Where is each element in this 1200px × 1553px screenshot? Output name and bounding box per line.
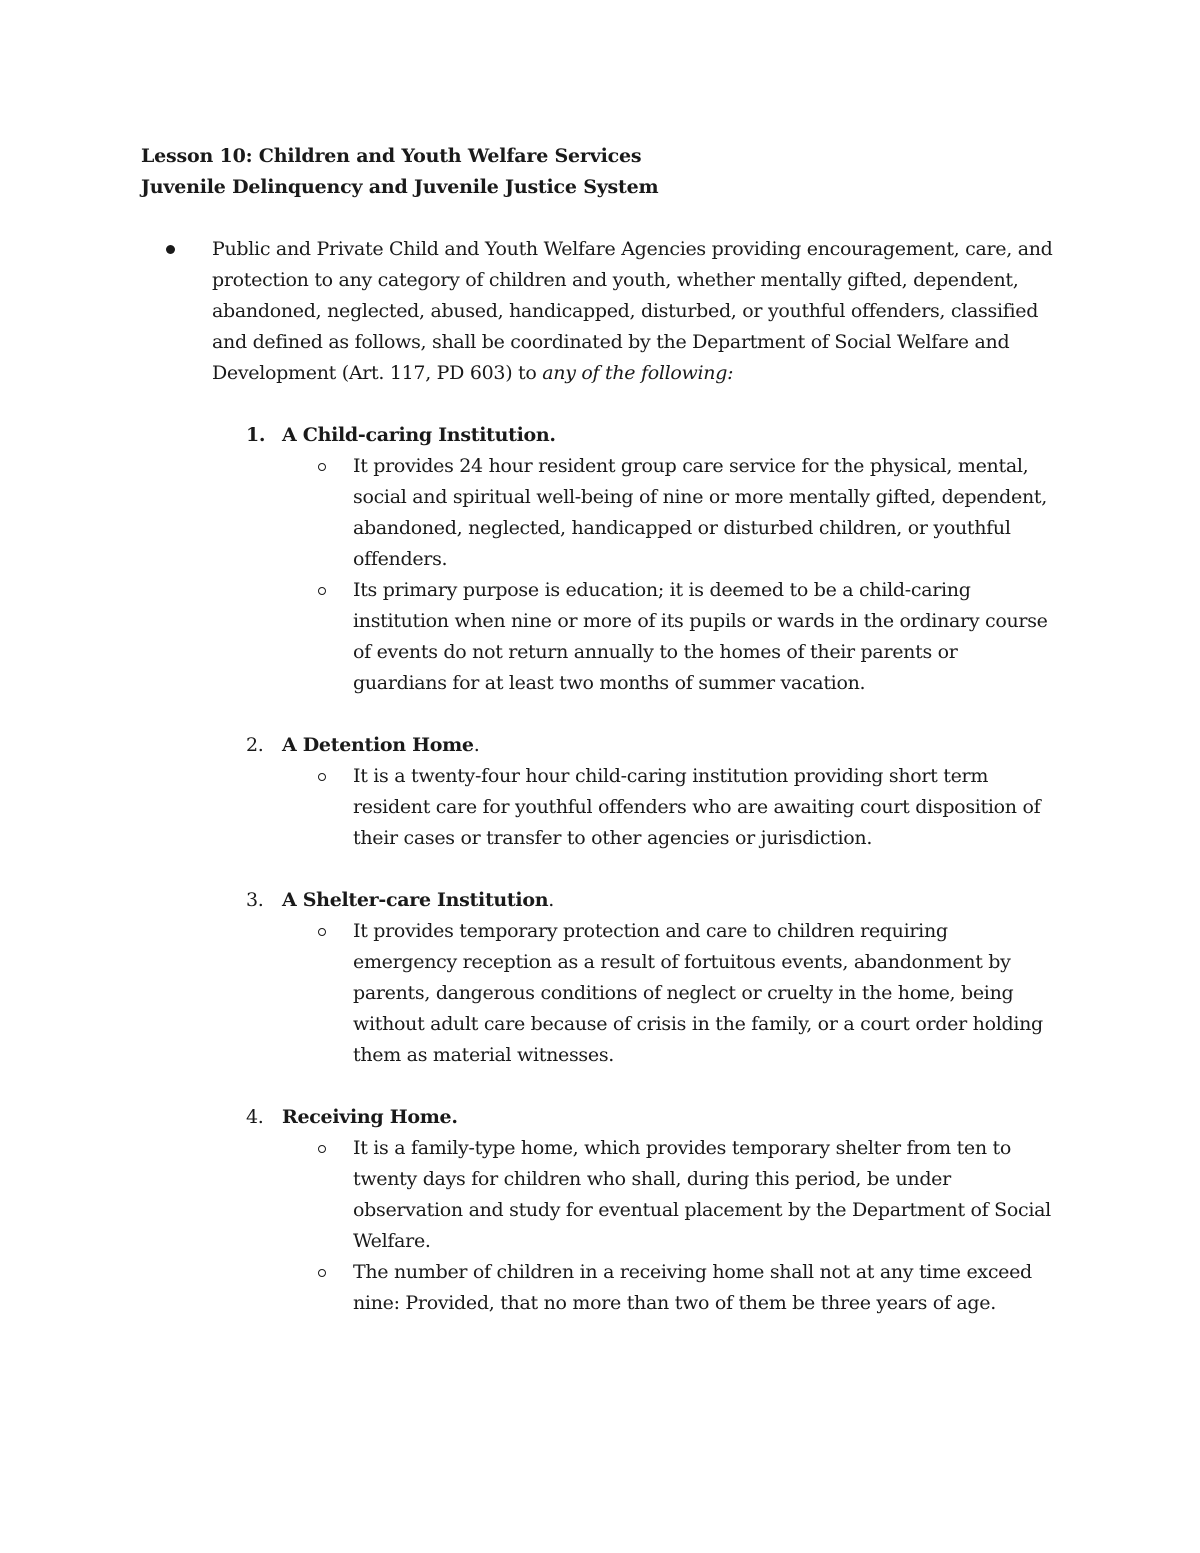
- intro-bullet: [141, 234, 1072, 389]
- hollow-circle-bullet-icon: [318, 1269, 326, 1277]
- item-title: A Detention Home: [282, 734, 474, 756]
- intro-bullet-body: Public and Private Child and Youth Welfare Agencies providing encouragement, care, and protection to any category of children and youth, whether mentally gifted, dependent, abandoned, neglected, abused, handicapped, disturbed, or youthful offenders, classified and defined as follows, shall be coordinated by the Department of Social Welfare and Development (Art. 117, PD 603) to: [212, 238, 1053, 384]
- bullet-dot-icon: [166, 245, 175, 254]
- item-sublist: [282, 761, 1081, 854]
- sub-item-text: The number of children in a receiving home shall not at any time exceed nine: Provided, that no more than two of them be three years of age.: [353, 1261, 1032, 1314]
- sub-item: [282, 1257, 1053, 1319]
- hollow-circle-bullet-icon: [318, 463, 326, 471]
- item-number: 1.: [246, 424, 266, 446]
- hollow-circle-bullet-icon: [318, 587, 326, 595]
- item-sublist: [282, 1133, 1081, 1319]
- hollow-circle-bullet-icon: [318, 928, 326, 936]
- lesson-title: Lesson 10: Children and Youth Welfare Services: [141, 145, 642, 167]
- item-title-suffix: .: [548, 889, 554, 911]
- intro-bullet-emphasis: any of the following:: [542, 362, 734, 384]
- sub-item-text: It provides 24 hour resident group care service for the physical, mental, social and spiritual well-being of nine or more mentally gifted, dependent, abandoned, neglected, handicapped or disturbed children, or youthful offenders.: [353, 455, 1047, 570]
- sub-item-text: It is a twenty-four hour child-caring institution providing short term resident care for youthful offenders who are awaiting court disposition of their cases or transfer to other agencies or jurisdiction.: [353, 765, 1041, 849]
- item-sublist: [282, 451, 1081, 699]
- item-title: A Child-caring Institution.: [282, 424, 556, 446]
- institution-item: [141, 420, 1081, 699]
- sub-item: [282, 451, 1053, 575]
- sub-item: [282, 916, 1053, 1071]
- sub-item-text: Its primary purpose is education; it is deemed to be a child-caring institution when nine or more of its pupils or wards in the ordinary course of events do not return annually to the homes of their parents or guardians for at least two months of summer vacation.: [353, 579, 1048, 694]
- institution-list: [141, 420, 1081, 1319]
- item-title-suffix: .: [473, 734, 480, 756]
- intro-bullet-text: [212, 238, 1053, 384]
- item-sublist: [282, 916, 1081, 1071]
- sub-item-text: It provides temporary protection and care to children requiring emergency reception as a result of fortuitous events, abandonment by parents, dangerous conditions of neglect or cruelty in the home, being without adult care because of crisis in the family, or a court order holding them as material witnesses.: [353, 920, 1043, 1066]
- sub-item: [282, 1133, 1053, 1257]
- item-number: 3.: [246, 889, 264, 911]
- institution-item: [141, 1102, 1081, 1319]
- hollow-circle-bullet-icon: [318, 773, 326, 781]
- item-number: 4.: [246, 1106, 264, 1128]
- sub-item: [282, 761, 1053, 854]
- institution-item: [141, 730, 1081, 854]
- item-title: A Shelter-care Institution: [282, 889, 549, 911]
- item-number: 2.: [246, 734, 264, 756]
- item-title: Receiving Home.: [282, 1106, 458, 1128]
- lesson-subtitle: Juvenile Delinquency and Juvenile Justice System: [141, 176, 659, 198]
- sub-item-text: It is a family-type home, which provides temporary shelter from ten to twenty days for children who shall, during this period, be under observation and study for eventual placement by the Department of Social Welfare.: [353, 1137, 1051, 1252]
- sub-item: [282, 575, 1053, 699]
- hollow-circle-bullet-icon: [318, 1145, 326, 1153]
- document-content: [141, 141, 1081, 1350]
- institution-item: [141, 885, 1081, 1071]
